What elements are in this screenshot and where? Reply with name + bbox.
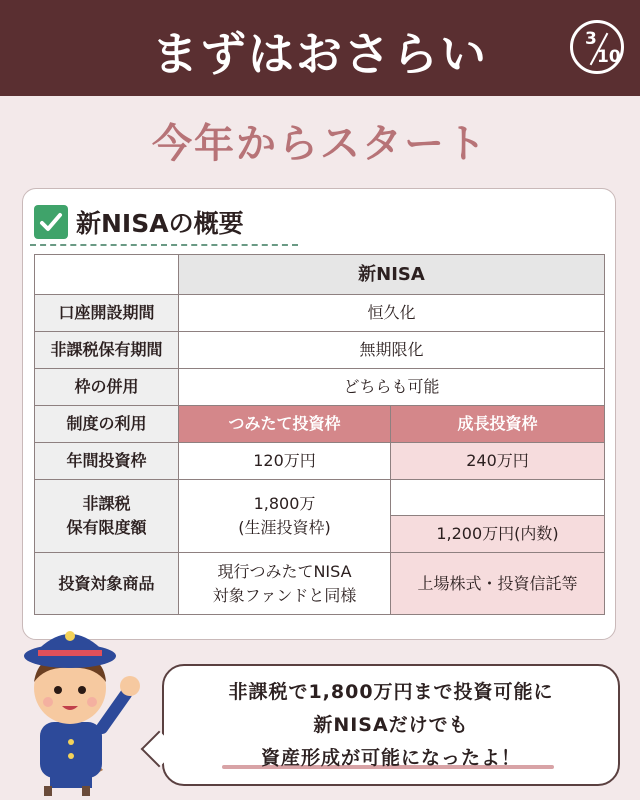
row-value: どちらも可能: [179, 369, 605, 406]
section-heading: [34, 202, 244, 242]
row-label-line: 非課税: [82, 494, 131, 513]
row-label: 年間投資枠: [35, 443, 179, 480]
checkmark-icon: [34, 205, 68, 239]
page-indicator: [570, 20, 624, 74]
row-label: 投資対象商品: [35, 553, 179, 615]
table-row: [35, 332, 605, 369]
value-line: 1,800万: [253, 494, 316, 513]
table-header-row: [35, 255, 605, 295]
value-line: 対象ファンドと同様: [212, 585, 357, 605]
table-row: [35, 553, 605, 615]
row-label: 非課税保有期間: [35, 332, 179, 369]
column-header-new-nisa: 新NISA: [179, 255, 605, 295]
table-row: [35, 369, 605, 406]
bubble-line: 新NISAだけでも: [313, 714, 469, 736]
dashed-divider: [30, 244, 298, 246]
row-label: 制度の利用: [35, 406, 179, 443]
subtitle: 今年からスタート: [152, 121, 488, 167]
page-total: 10: [597, 47, 621, 67]
header-bar: [0, 0, 640, 96]
nisa-table: [34, 254, 605, 615]
table-row: [35, 480, 605, 516]
empty-corner-cell: [35, 255, 179, 295]
row-label: 枠の併用: [35, 369, 179, 406]
value-line: (生涯投資枠): [238, 518, 331, 537]
lifetime-total-value: [179, 480, 391, 553]
growth-frame-header: 成長投資枠: [391, 406, 605, 443]
growth-lifetime-value: 1,200万円(内数): [391, 516, 605, 553]
table-row: [35, 443, 605, 480]
growth-annual-value: 240万円: [391, 443, 605, 480]
tsumitate-products-value: [179, 553, 391, 615]
table-row: [35, 295, 605, 332]
tsumitate-frame-header: つみたて投資枠: [179, 406, 391, 443]
row-value: 無期限化: [179, 332, 605, 369]
row-value: 恒久化: [179, 295, 605, 332]
tsumitate-annual-value: 120万円: [179, 443, 391, 480]
row-label: 口座開設期間: [35, 295, 179, 332]
bubble-line: 非課税で1,800万円まで投資可能に: [228, 681, 554, 703]
value-line: 現行つみたてNISA: [217, 561, 352, 581]
section-title: 新NISAの概要: [76, 209, 244, 238]
row-label-line: 保有限度額: [66, 518, 147, 537]
row-label: [35, 480, 179, 553]
bubble-line: 資産形成が可能になったよ！: [260, 747, 521, 769]
table-row: [35, 406, 605, 443]
growth-products-value: 上場株式・投資信託等: [391, 553, 605, 615]
header-title: まずはおさらい: [152, 27, 488, 81]
schoolboy-illustration: [8, 610, 158, 800]
page-current: 3: [585, 29, 597, 49]
speech-bubble-text: [162, 676, 620, 775]
growth-lifetime-blank: [391, 480, 605, 516]
